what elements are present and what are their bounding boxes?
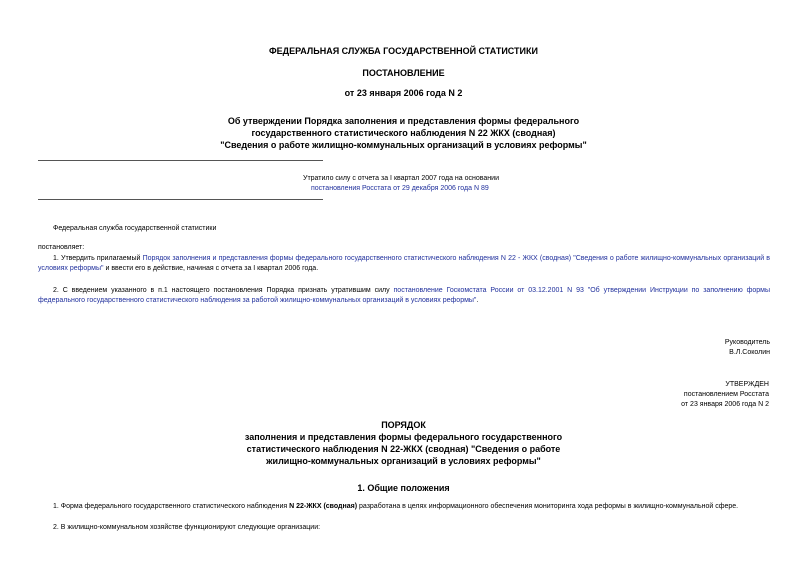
- order-item-1-lead: 1. Форма федерального государственного статистического наблюдения: [53, 503, 290, 510]
- doc-date-number: от 23 января 2006 года N 2: [344, 88, 463, 98]
- paragraph-1: [38, 254, 770, 274]
- form-number: N 22-ЖКХ (сводная): [289, 503, 358, 510]
- divider-bottom: [38, 199, 323, 200]
- approval-line2: постановлением Росстата: [683, 391, 769, 398]
- doc-title-line2: государственного статистического наблюдения N 22 ЖКХ (сводная): [251, 128, 556, 138]
- doc-type: ПОСТАНОВЛЕНИЕ: [362, 68, 445, 78]
- approval-line1: УТВЕРЖДЕН: [725, 381, 769, 388]
- repealed-act-link[interactable]: постановление Госкомстата России от 03.12.2001 N 93 "Об утверждении Инструкции по заполнению формы федерального государственного статистического наблюдения за работой жилищно-коммунальных организаций в условиях реформы": [38, 287, 770, 304]
- section-heading: 1. Общие положения: [357, 483, 450, 493]
- status-note-link[interactable]: постановления Росстата от 29 декабря 2006 года N 89: [311, 185, 489, 192]
- signature-name: В.Л.Соколин: [729, 349, 770, 356]
- approval-line3: от 23 января 2006 года N 2: [681, 401, 769, 408]
- order-item-1: [53, 502, 773, 512]
- paragraph-2: [38, 286, 770, 306]
- order-item-2: 2. В жилищно-коммунальном хозяйстве функционируют следующие организации:: [53, 524, 321, 531]
- status-note-text: Утратило силу с отчета за I квартал 2007 года на основании: [303, 175, 499, 182]
- paragraph-2-tail: .: [476, 297, 479, 304]
- signature-role: Руководитель: [724, 339, 770, 346]
- agency-title: ФЕДЕРАЛЬНАЯ СЛУЖБА ГОСУДАРСТВЕННОЙ СТАТИСТИКИ: [269, 46, 538, 56]
- doc-title-line1: Об утверждении Порядка заполнения и представления формы федерального: [227, 116, 580, 126]
- order-link[interactable]: Порядок заполнения и представления формы федерального государственного статистического наблюдения N 22 - ЖКХ (сводная) "Сведения о работе жилищно-коммунальных организаций в условиях реформы": [38, 255, 771, 272]
- order-heading: ПОРЯДОК: [381, 420, 426, 430]
- paragraph-2-lead: 2. С введением указанного в п.1 настоящего постановления Порядка признать утратившим силу: [53, 287, 394, 294]
- order-subtitle-line3: жилищно-коммунальных организаций в условиях реформы": [266, 456, 541, 466]
- issuer-text: Федеральная служба государственной статистики: [53, 225, 217, 232]
- paragraph-1-lead: 1. Утвердить прилагаемый: [53, 255, 143, 262]
- paragraph-1-tail: и ввести его в действие, начиная с отчета за I квартал 2006 года.: [103, 265, 319, 272]
- divider-top: [38, 160, 323, 161]
- doc-title-line3: "Сведения о работе жилищно-коммунальных организаций в условиях реформы": [220, 140, 587, 150]
- order-item-1-tail: разработана в целях информационного обеспечения мониторинга хода реформы в жилищно-коммунальной сфере.: [357, 503, 739, 510]
- order-subtitle-line2: статистического наблюдения N 22-ЖКХ (сводная) "Сведения о работе: [246, 444, 561, 454]
- resolves-text: постановляет:: [38, 244, 85, 251]
- order-subtitle-line1: заполнения и представления формы федерального государственного: [244, 432, 563, 442]
